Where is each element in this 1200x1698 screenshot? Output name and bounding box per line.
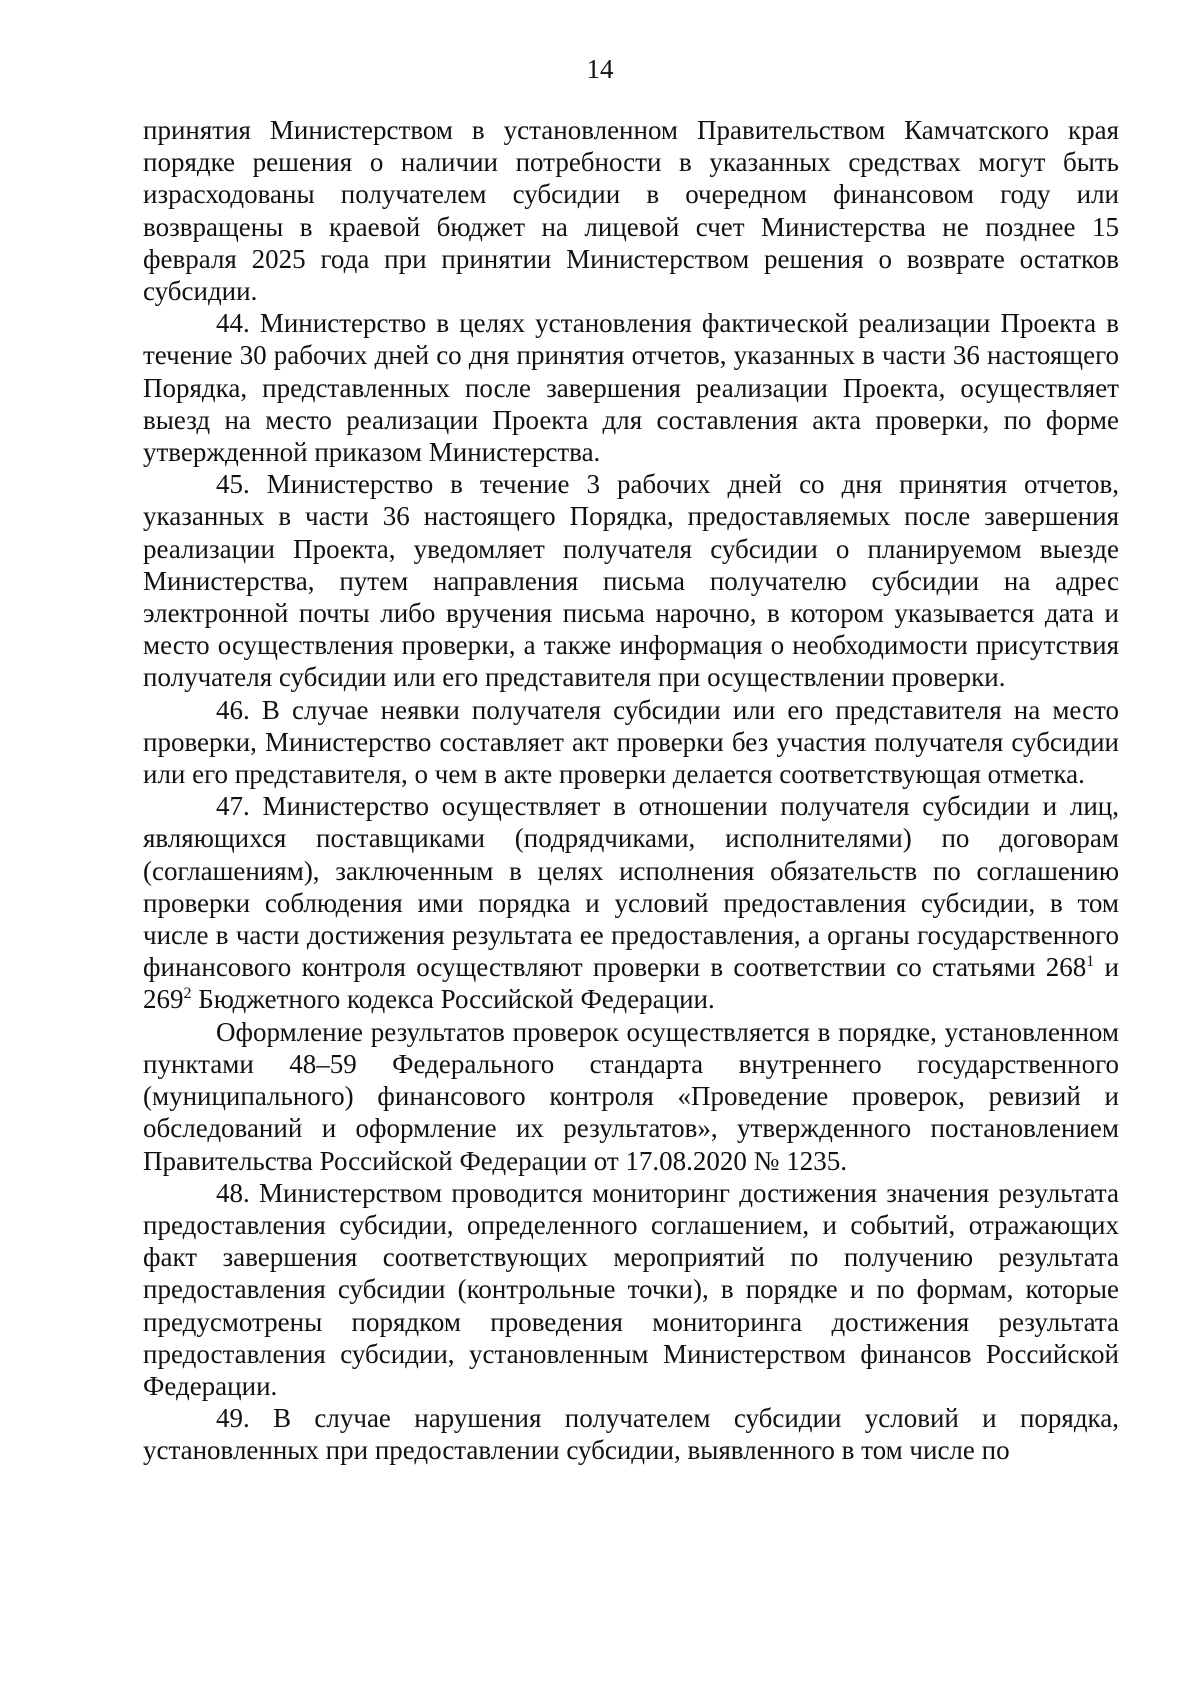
paragraph-inspection-results: Оформление результатов проверок осуществляется в порядке, установленном пунктами 48–59 Федерального стандарта внутреннего государственного (муниципального) финансового контроля «Проведение проверок, ревизий и обследований и оформление их результатов», утвержденного постановлением Правительства Российской Федерации от 17.08.2020 № 1235.: [143, 1016, 1119, 1176]
paragraph-44: 44. Министерство в целях установления фактической реализации Проекта в течение 30 рабочих дней со дня принятия отчетов, указанных в части 36 настоящего Порядка, представленных после завершения реализации Проекта, осуществляет выезд на место реализации Проекта для составления акта проверки, по форме утвержденной приказом Министерства.: [143, 308, 1119, 468]
page-number: 14: [586, 54, 614, 84]
paragraph-49: 49. В случае нарушения получателем субсидии условий и порядка, установленных при предоставлении субсидии, выявленного в том числе по: [143, 1403, 1119, 1466]
paragraph-47: [143, 790, 1119, 1015]
paragraph-47-text-a: 47. Министерство осуществляет в отношении получателя субсидии и лиц, являющихся поставщиками (подрядчиками, исполнителями) по договорам (соглашениям), заключенным в целях исполнения обязательств по соглашению проверки соблюдения ими порядка и условий предоставления субсидии, в том числе в части достижения результата ее предоставления, а органы государственного финансового контроля осуществляют проверки в соответствии со статьями 268: [143, 791, 1119, 983]
paragraph-45: 45. Министерство в течение 3 рабочих дней со дня принятия отчетов, указанных в части 36 настоящего Порядка, предоставляемых после завершения реализации Проекта, уведомляет получателя субсидии о планируемом выезде Министерства, путем направления письма получателю субсидии на адрес электронной почты либо вручения письма нарочно, в котором указывается дата и место осуществления проверки, а также информация о необходимости присутствия получателя субсидии или его представителя при осуществлении проверки.: [143, 469, 1119, 693]
paragraph-47-text-c: Бюджетного кодекса Российской Федерации.: [191, 984, 715, 1015]
article-268-superscript: 1: [1086, 953, 1095, 971]
paragraph-continuation: принятия Министерством в установленном Правительством Камчатского края порядке решения о наличии потребности в указанных средствах могут быть израсходованы получателем субсидии в очередном финансовом году или возвращены в краевой бюджет на лицевой счет Министерства не позднее 15 февраля 2025 года при принятии Министерством решения о возврате остатков субсидии.: [143, 115, 1119, 307]
paragraph-48: 48. Министерством проводится мониторинг достижения значения результата предоставления субсидии, определенного соглашением, и событий, отражающих факт завершения соответствующих мероприятий по получению результата предоставления субсидии (контрольные точки), в порядке и по формам, которые предусмотрены порядком проведения мониторинга достижения результата предоставления субсидии, установленным Министерством финансов Российской Федерации.: [143, 1177, 1119, 1401]
paragraph-46: 46. В случае неявки получателя субсидии или его представителя на место проверки, Министерство составляет акт проверки без участия получателя субсидии или его представителя, о чем в акте проверки делается соответствующая отметка.: [143, 694, 1119, 790]
document-body: [143, 114, 1119, 1467]
paragraph-47-text-b: и 269: [143, 952, 1119, 1015]
article-269-superscript: 2: [183, 985, 192, 1003]
